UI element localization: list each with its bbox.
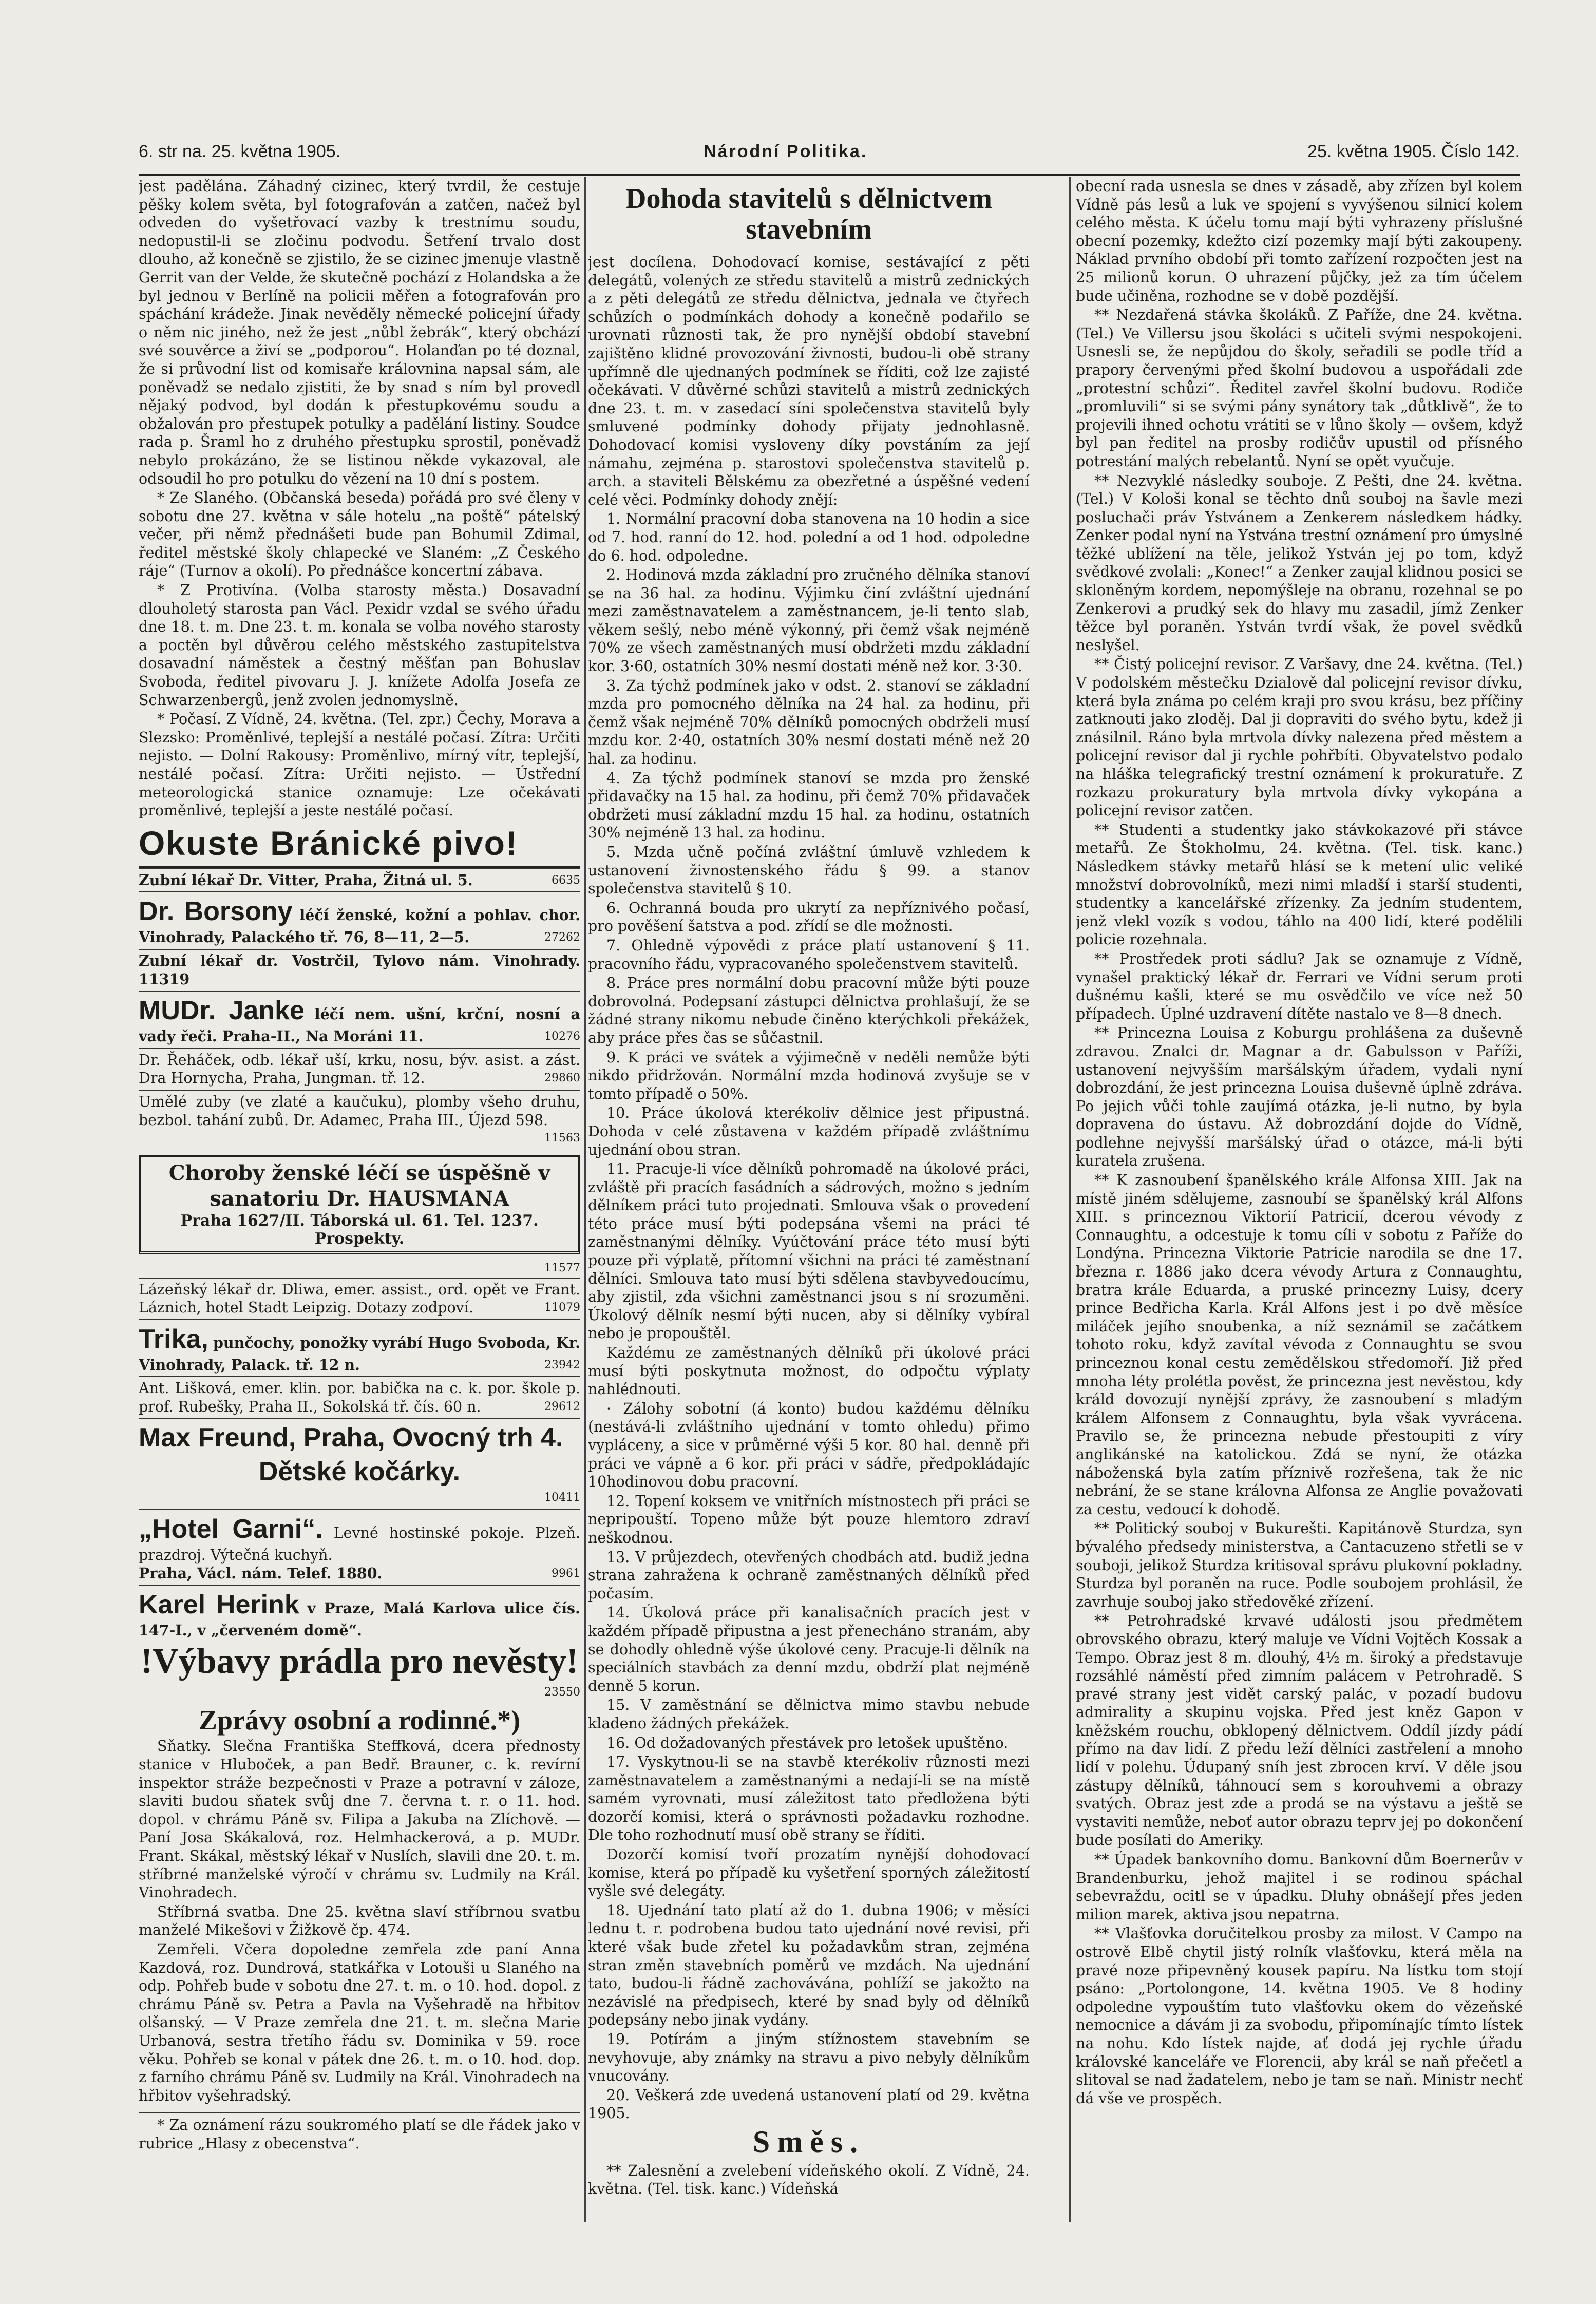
- ad-name: Trika,: [139, 1324, 208, 1354]
- news-item: ** Vlašťovka doručitelkou prosby za milost. V Campo na ostrově Elbě chytil jistý rolník vlašťovku, která měla na pravé noze připevněný kousek papíru. Na lístku tom stojí psáno: „Portolongone, 14. května 1905. Ve 8 hodiny odpoledne vypouštím tuto vlašťovku okem do vězeňské nemocnice a dávám ji za svobodu, připomínajíc tímto lístek na nohu. Kdo lístek najde, ať dodá jej rychle úřadu královské kanceláře ve Florencii, aby král se naň přečetl a slitoval se nad žadatelem, nebo je tam se naň. Ministr nechť dá vše ve prospěch.: [1076, 1925, 1523, 2107]
- ad-text: Dr. Řeháček, odb. lékař uší, krku, nosu, býv. asist. a zást. Dra Hornycha, Praha, Jungman. tř. 12.: [139, 1051, 580, 1087]
- ad-dr-rehacek: [139, 1048, 580, 1090]
- ad-number: 11577: [544, 1261, 580, 1274]
- personal-weddings: Sňatky. Slečna Františka Steffková, dcera přednosty stanice v Hluboček, a pan Bedř. Brauner, c. k. revírní inspektor stráže bezpečnosti v Praze a potravní v záloze, slaviti budou sňatek svůj dne 7. června t. r. o 11. hod. dopol. v chrámu Páně sv. Filipa a Jakuba na Zlíchově. — Paní Josa Skákalová, roz. Helmhackerová, a p. MUDr. Frant. Skákal, městský lékař v Nuslích, slavili dne 20. t. m. stříbrné manželské výročí v chrámu sv. Ludmily na Král. Vinohradech.: [139, 1738, 580, 1901]
- article-paragraph: 17. Vyskytnou-li se na stavbě kterékoliv různosti mezi zaměstnavatelem a zaměstnanými a nedají-li se na místě samém vyrovnati, musí záležitost tato předložena býti dozorčí komisi, která o správnosti požadavku rozhodne. Dle toho rozhodnutí musí obě strany se říditi.: [588, 1754, 1030, 1844]
- article-paragraph: 6. Ochranná bouda pro ukrytí za nepříznivého počasí, pro pověšení šatstva a pod. zřídí se dle možnosti.: [588, 899, 1030, 935]
- ad-dr-borsony: [139, 891, 580, 949]
- header-date-page: 6. str na. 25. května 1905.: [139, 142, 341, 161]
- article-paragraph: 3. Za týchž podmínek jako v odst. 2. stanoví se základní mzda pro pomocného dělníka na 24 hal. za hodinu, při čemž však nejméně 70% dělníků pomocných obdrželi musí mzdu kor. 2·40, ostatních 30% nesmí dostati méně než 20 hal. za hodinu.: [588, 677, 1030, 768]
- header-issue-number: 25. května 1905. Číslo 142.: [1307, 142, 1520, 161]
- column-rule-1: [584, 177, 586, 2222]
- ad-address: Praha, Václ. nám. Telef. 1880.: [139, 1564, 383, 1582]
- article-paragraph: 13. V průjezdech, otevřených chodbách atd. budiž jedna strana zahražena k ochraně zaměstnaných dělníků před počasím.: [588, 1548, 1030, 1602]
- article-paragraph: 12. Topení koksem ve vnitřních místnostech při práci se nepripouští. Topeno může být pouze hlemtoro zdraví neškodnou.: [588, 1492, 1030, 1546]
- article-paragraph: 16. Od dožadovaných přestávek pro letošek upuštěno.: [606, 1734, 1009, 1751]
- ad-mudr-janke: [139, 991, 580, 1048]
- ad-text: léčí nem. ušní, krční, nosní a vady řeči. Praha-II., Na Moráni 11.: [139, 1005, 580, 1045]
- article-paragraph: 4. Za týchž podmínek stanoví se mzda pro ženské přidavačky na 15 hal. za hodinu, při čemž 70% přidavaček obdržeti musí základní mzdu 15 hal. za hodinu, ostatních 30% nejméně 13 hal. za hodinu.: [588, 769, 1030, 842]
- article-paragraph: 20. Veškerá zde uvedená ustanovení platí od 29. května 1905.: [588, 2086, 1030, 2122]
- article-cestovatel: jest padělána. Záhadný cizinec, který tvrdil, že cestuje pěšky kolem světa, byl fotografován a zatčen, načež byl odveden do vyšetřovací vazby k trestnímu soudu, nedopustil-li se zločinu podvodu. Šetření trvalo dost dlouho, až konečně se zjistilo, že se cizinec jmenuje vlastně Gerrit van der Velde, že skutečně pochází z Holandska a že byl jednou v Berlíně na policii měřen a fotografován pro spáchání krádeže. Jinak nevěděly německé policejní úřady o něm nic jiného, než že jest „nůbl žebrák“, který obchází své souvěrce a živí se „podporou“. Holanďan po té doznal, že si průvodní list od komisaře královnina napsal sám, ale poněvadž se nedalo zjistiti, že by snad s ním byl provedl nějaký podvod, byl dodán k přestupkovému soudu a obžalován pro přestupek potulky a padělání listiny. Soudce rada p. Šraml ho z druhého přestupku sprostil, poněvadž nebylo prokázáno, že se listinou někde vykazoval, ale odsoudil ho pro potulku do vězení na 10 dní s postem.: [139, 178, 580, 487]
- ad-text: léčí ženské, kožní a pohlav. chor. Vinohrady, Palackého tř. 76, 8—11, 2—5.: [139, 906, 580, 946]
- article-paragraph: 8. Práce pres normální dobu pracovní může býti pouze dobrovolná. Podepsaní zástupci dělnictva prohlašují, že se žádné strany nikomu nebude činěno kterýchkoli překážek, aby práce přes čas se sůčastnil.: [588, 975, 1030, 1046]
- ad-text: v Praze, Malá Karlova ulice čís. 147-I., v „červeném domě“.: [139, 1600, 580, 1640]
- section-title-smes: Směs.: [752, 2124, 865, 2159]
- running-header: [139, 138, 1520, 176]
- article-paragraph: 18. Ujednání tato platí až do 1. dubna 1906; v měsíci lednu t. r. podrobena budou tato ujednání nové revisi, při které však bude zřetel ku požadavkům stran, zejména stran změn stavebních poměrů ve mzdách. Na ujednání tato, budou-li řádně zachovávána, pohlíží se jakožto na nezávislé na předpisech, které by snad byly od dělníků podepsány nebo jinak vydány.: [588, 1901, 1030, 2029]
- ad-dentist-vostrcil: Zubní lékař dr. Vostrčil, Tylovo nám. Vinohrady. 11319: [139, 949, 580, 991]
- article-paragraph: 10. Práce úkolová kterékoliv dělnice jest připustná. Dohoda v celé zůstavena v každém případě zvláštnímu ujednání obou stran.: [588, 1105, 1030, 1158]
- ad-text: Ant. Lišková, emer. klin. por. babička na c. k. por. škole p. prof. Rubešky, Praha II., Sokolská tř. čís. 60 n.: [139, 1380, 580, 1415]
- personal-deaths: Zemřeli. Včera dopoledne zemřela zde paní Anna Kazdová, roz. Dundrová, statkářka v Lotouši u Slaného na odp. Pohřeb bude v sobotu dne 27. t. m. o 10. hod. dopol. z chrámu Páně sv. Petra a Pavla na Vyšehradě na hřbitov olšanský. — V Praze zemřela dne 21. t. m. slečna Marie Urbanová, sestra třetího řádu sv. Dominika v 59. roce věku. Pohřeb se konal v pátek dne 26. t. m. o 10. hod. dop. z farního chrámu Páně sv. Ludmily na Král. Vinohradech na hřbitov vyšehradský.: [139, 1940, 580, 2104]
- ad-trika: [139, 1319, 580, 1377]
- news-item: obecní rada usnesla se dnes v zásadě, aby zřízen byl kolem Vídně pás lesů a luk ve spojení s vyvýšenou silnicí kolem celého města. K účelu tomu mají býti vyhrazeny příslušné obecní pozemky, kdežto cizí pozemky mají býti zakoupeny. Náklad prvního období při tomto zařízení rozpočten jest na 25 milionů korun. O uhrazení půjčky, jež za tím účelem bude učiněna, rozhodne se v době pozdější.: [1076, 178, 1523, 304]
- article-paragraph: Každému ze zaměstnaných dělníků při úkolové práci musí býti poskytnuta možnost, do odpočtu výplaty nahlédnouti.: [588, 1344, 1030, 1398]
- ad-spa-doctor: [139, 1278, 580, 1319]
- ad-number: 11563: [544, 1132, 580, 1145]
- ad-name: Max Freund, Praha, Ovocný trh 4.: [139, 1423, 563, 1453]
- column-rule-2: [1069, 177, 1071, 2222]
- news-item: ** K zasnoubení španělského krále Alfonsa XIII. Jak na místě jiném sdělujeme, zasnoubí se španělský král Alfons XIII. s princeznou Viktorií Patricií, dcerou vévody z Connaughtu, a odcestuje k tomu cíli v sobotu z Paříže do Londýna. Princezna Viktorie Patricie narodila se dne 17. března r. 1886 jako dcera vévody Artura z Connaughtu, bratra krále Eduarda, a pruské princezny Luisy, dcery prince Bedřicha Karla. Král Alfons jest i po dvě měsíce miláček jejího snoubenka, a níž seznámil se začátkem tohoto roku, když zavítal vévoda z Connaughtu se svou princeznou konal cestu zemědělskou středomoří. Již před mnoha léty prolétla pověst, že princezna jest nevěstou, kdy králd dovozují nynější zprávy, že zasnoubení s mladým králem Alfonsem z Connaughtu, byla však vyvrácena. Pravilo se, že princezna nebude přestoupiti z víry anglikánské na katolickou. Zdá se nyní, že otázka náboženská byla zatím příznivě rozřešena, tak že nic nebrání, že se stane královna Alfonsa ze Anglie považovati za cestu, vedoucí k dohodě.: [1076, 1172, 1523, 1518]
- ad-name: Dr. Borsony: [139, 897, 293, 927]
- article-paragraph: jest docílena. Dohodovací komise, sestávající z pěti delegátů, volených ze středu stavitelů a mistrů zednických a z pěti delegátů ze středu dělnictva, jednala ve čtyřech schůzích o podmínkách dohody a konečně podařilo se urovnati různosti tak, že pro nynější období stavební zajištěno klidné provozování živnosti, budou-li obě strany upřímně dle ujednaných podmínek se říditi, což lze zajisté očekávati. V důvěrné schůzi stavitelů a mistrů zednických dne 23. t. m. v zasedací síni společenstva stavitelů byly smluvené podmínky dohody přijaty jednohlasně. Dohodovací komisi vysloveny díky povstáním za její námahu, zejména p. starostovi společenstva stavitelů p. arch. a staviteli Bělskému za obezřetné a úspěšné vedení celé věci. Podmínky dohody znějí:: [588, 254, 1030, 508]
- ad-text: Levné hostinské pokoje. Plzeň. prazdroj. Výtečná kuchyň.: [139, 1525, 580, 1564]
- column-3: [1076, 177, 1523, 2222]
- section-title-personal: Zprávy osobní a rodinné.*): [198, 1705, 521, 1736]
- news-item: ** Studenti a studentky jako stávkokazové při stávce metařů. Ze Štokholmu, 24. května. (Tel. tisk. kanc.) Následkem stávky metařů hlásí se k metení ulic veliké množství dobrovolníků, mezi nimi mladší i starší studenti, studentky a kancelářské zřízenky. Za jedním studentem, jenž vlekl vozík s vodou, táhlo na 400 lidí, které podělili policie rozehnala.: [1076, 821, 1523, 948]
- ad-number: 10276: [544, 1030, 580, 1043]
- article-headline: Dohoda stavitelů s dělnictvem stavebním: [625, 183, 992, 245]
- news-item: ** Prostředek proti sádlu? Jak se oznamuje z Vídně, vynašel praktický lékař dr. Ferrari ve Vídni serum proti dušnému kašli, které se mu osvědčilo ve více než 50 případech. Úplné uzdravení dítěte nastalo ve 8—8 dnech.: [1076, 950, 1523, 1022]
- ad-number: 29860: [544, 1072, 580, 1085]
- ad-number: 11079: [544, 1301, 580, 1315]
- ad-karel-herink: [139, 1585, 580, 1703]
- news-item: ** Úpadek bankovního domu. Bankovní dům Boernerův v Brandenburku, jehož majitel i se rodinou spáchal sebevraždu, ocitl se v úpadku. Dluhy obnášejí přes jeden milion marek, aktiva jsou nepatrna.: [1076, 1851, 1523, 1923]
- ad-name: „Hotel Garni“.: [139, 1514, 323, 1545]
- ad-text: punčochy, ponožky vyrábí Hugo Svoboda, Kr. Vinohrady, Palack. tř. 12 n.: [139, 1334, 580, 1374]
- news-item: ** Čistý policejní revisor. Z Varšavy, dne 24. května. (Tel.) V podolském městečku Dzialově dal policejní revisor dívku, která byla známa po celém kraji pro svou krásu, bez příčiny zatknouti jako zloděj. Dal ji dopraviti do svého bytu, kdež ji znásilnil. Ráno byla mrtvola dívky nalezena před městem a policejní revisor dal ji rychle pohřbíti. Obyvatelstvo podalo na hláška telegrafický trestní oznámení k prokuratuře. Z rozkazu prokuratury byla mrtvola dívky vykopána a policejní revisor zatčen.: [1076, 656, 1523, 820]
- column-2: [588, 177, 1030, 2222]
- news-item: ** Petrohradské krvavé události jsou předmětem obrovského obrazu, který maluje ve Vídni Vojtěch Kossak a Tempo. Obraz jest 8 m. dlouhý, 4½ m. široký a představuje rozsáhlé náměstí před zimním palácem v Petrohradě. S pravé strany jest vidět carský palác, v pozadí budovu admirality a skupinu vojska. Před jest kněz Gapon v kněžském rouchu, obklopený dělnictvem. Oddíl jízdy pádí přímo na dav lidí. Z předu leží dělníci zastřelení a mnoho lidí v polehu. Údupaný sníh jest zbrocen krví. V děle jsou zástupy dělníků, táhnoucí sem s korouhvemi a obrazy svatých. Obraz jest zde a prodá se na výstavu a ještě se vystaviti nemůže, neboť autor obrazu teprv jej po dokončení bude posílati do Ameriky.: [1076, 1612, 1523, 1849]
- ad-number: 6635: [552, 873, 580, 887]
- ad-number: 23942: [544, 1358, 580, 1372]
- article-paragraph: 2. Hodinová mzda základní pro zručného dělníka stanoví se na 36 hal. za hodinu. Výjimku činí zvláštní ujednání mezi zaměstnavatelem a zaměstnancem, je-li tento slab, věkem sešlý, nebo méně výkonný, při čemž však nejméně 70% ze všech zaměstnaných musí obdržeti mzdu základní kor. 3·60, ostatních 30% nesmí dostati méně než kor. 3·30.: [588, 566, 1030, 675]
- ad-number: 27262: [544, 931, 580, 944]
- ad-address: Praha 1627/II. Táborská ul. 61. Tel. 1237. Prospekty.: [180, 1211, 539, 1248]
- ad-max-freund: [139, 1418, 580, 1509]
- footnote: * Za oznámení rázu soukromého platí se dle řádek jako v rubrice „Hlasy z obecenstva“.: [139, 2112, 580, 2153]
- article-paragraph: Dozorčí komisí tvoří prozatím nynější dohodovací komise, která po případě ku vyšetření sporných záležitostí vyšle své delegáty.: [588, 1846, 1030, 1900]
- ad-dentist-vitter: [139, 868, 580, 892]
- ad-name: MUDr. Janke: [139, 996, 305, 1026]
- article-paragraph: 11. Pracuje-li více dělníků pohromadě na úkolové práci, zvláště při pracích fasádních a sádrových, možno s jedním dělníkem práci tuto projednati. Smlouva však o provedení této práce musí býti podepsána všemi na práci té zaměstnanými dělníky. Vyúčtování práce této musí býti pouze při výplatě, přítomní všichni na práci té zaměstnaní dělníci. Smlouva tato musí býti sdělena stavbyvedoucímu, aby zjistil, zda všichni zaměstnanci jsou s ní srozuměni. Úkolový dělník nesmí býti nucen, aby si dělníky vybíral nebo je propouštěl.: [588, 1160, 1030, 1342]
- ad-number: 29612: [544, 1400, 580, 1413]
- ad-number: 23550: [544, 1685, 580, 1699]
- news-item: ** Nezvyklé následky souboje. Z Pešti, dne 24. května. (Tel.) V Kološi konal se těchto dnů souboj na šavle mezi posluchači práv Ystvánem a Zenkerem následkem hádky. Zenker podal nyní na Ystvána trestní oznámení pro úmyslné těžké ublížení na těle, jelikož Ystván jej po tom, když svědkové zvolali: „Konec!“ a Zenker zaujal klidnou posici se skloněným kordem, nepomýšleje na obranu, rozehnal se po Zenkerovi a prudký sek do hlavy mu zasadil, jímž Zenker těžce byl poraněn. Ystván tvrdí však, že povel svědků neslyšel.: [1076, 472, 1523, 654]
- article-paragraph: 15. V zaměstnání se dělnictva mimo stavbu nebude kladeno žádných překážek.: [588, 1697, 1030, 1732]
- ad-text: Lázeňský lékař dr. Dliwa, emer. assist., ord. opět ve Frant. Láznich, hotel Stadt Leipzig. Dotazy zodpoví.: [139, 1281, 580, 1317]
- article-paragraph: 19. Potírám a jiným stížnostem stavebním se nevyhovuje, aby známky na stravu a pivo nebyly dělníkům vnucovány.: [588, 2031, 1030, 2085]
- news-vienna-forest: ** Zalesnění a zvelebení vídeňského okolí. Z Vídně, 24. května. (Tel. tisk. kanc.) Vídeňská: [588, 2162, 1030, 2198]
- ad-number: 9961: [552, 1567, 580, 1580]
- ad-text: Umělé zuby (ve zlaté a kaučuku), plomby všeho druhu, bezbol. tahání zubů. Dr. Adamec, Praha III., Újezd 598.: [139, 1093, 580, 1129]
- ad-slogan: Dětské kočárky.: [258, 1457, 461, 1487]
- article-paragraph: 1. Normální pracovní doba stanovena na 10 hodin a sice od 7. hod. ranní do 12. hod. polední a od 1 hod. odpoledne do 6. hod. odpoledne.: [588, 510, 1030, 564]
- ad-name: Karel Herink: [139, 1590, 299, 1620]
- ad-text: Zubní lékař Dr. Vitter, Praha, Žitná ul. 5.: [139, 871, 473, 889]
- ad-dentures: [139, 1090, 580, 1150]
- article-paragraph: · Zálohy sobotní (á konto) budou každému dělníku (nestává-li zvláštního ujednání v tomto ohledu) přimo vypláceny, a sice v průměrné výši 5 kor. 80 hal. denně při práci ve vápně a 6 kor. při práci v sádře, předpokládajíc 10hodinovou dobu pracovní.: [588, 1400, 1030, 1491]
- article-paragraph: 9. K práci ve svátek a výjimečně v neděli nemůže býti nikdo přidržován. Normální mzda hodinová zvyšuje se v tomto případě o 50%.: [588, 1049, 1030, 1102]
- ad-midwife-liskova: [139, 1376, 580, 1418]
- ad-branik-beer: Okuste Bránické pivo!: [139, 821, 580, 868]
- news-item: ** Nezdařená stávka školáků. Z Paříže, dne 24. května. (Tel.) Ve Villersu jsou školáci s učiteli svými nespokojeni. Usnesli se, že nepůjdou do školy, seřadili se podle tříd a prapory červenými před školní budovou a uspořádali zde „protestní schůzi“. Ředitel zavřel školní budovu. Rodiče „promluvili“ si se svými pány synátory tak „důtklivě“, že to projevili ihned ochotu vrátiti se v lůno školy — ovšem, když byl pan ředitel na prosby rodičův upustil od přísného potrestání malých rebelantů. Nyní se opět vyučuje.: [1076, 307, 1523, 470]
- news-item: ** Princezna Louisa z Koburgu prohlášena za duševně zdravou. Znalci dr. Magnar a dr. Gabulsson v Paříži, ustanovení nejvyšším maršálským úřadem, vydali nyní dobrozdání, že jest princezna Louisa duševně úplně zdráva. Po jejich vůči tohle zaujímá otázka, je-li nutno, by byla dopravena do ústavu. Až dobrozdání dojde do Vídně, podlehne nejvyšší maršálský úřad o otázce, má-li býti kuratela zrušena.: [1076, 1024, 1523, 1170]
- ad-title: Choroby ženské léčí se úspěšně v sanatoriu Dr. HAUSMANA: [168, 1160, 550, 1211]
- masthead-title: Národní Politika.: [704, 142, 868, 161]
- news-weather: * Počasí. Z Vídně, 24. května. (Tel. zpr.) Čechy, Morava a Slezsko: Proměnlivé, teplejší a nestálé počasí. Zítra: Určiti nejisto. — Dolní Rakousy: Proměnlivo, mírný vítr, teplejší, nestálé počasí. Zítra: Určiti nejisto. — Ústřední meteorologická stanice oznamuje: Lze očekávati proměnlivé, teplejší a jeste nestálé počasí.: [139, 711, 580, 820]
- article-paragraph: 5. Mzda učně počíná zvláštní úmluvě vzhledem k ustanovení živnostenského řádu § 99. a stanov společenstva stavitelů § 10.: [588, 844, 1030, 898]
- news-protivin: * Z Protivína. (Volba starosty města.) Dosavadní dlouholetý starosta pan Václ. Pexidr vzdal se svého úřadu dne 18. t. m. Dne 23. t. m. konala se volba nového starosty a poctěn byl důvěrou celého městského zastupitelstva dosavadní náměstek a čestný měšťan pan Bohuslav Svoboda, ředitel pivovaru J. J. knížete Adolfa Josefa ze Schwarzenbergů, jenž zvolen jednomyslně.: [139, 582, 580, 709]
- ad-slogan: !Výbavy prádla pro nevěsty!: [140, 1641, 579, 1681]
- article-paragraph: 14. Úkolová práce při kanalisačních pracích jest v každém případě připustna a jest přenecháno stranám, aby se dohodly ohledně výše úkolové ceny. Pracuje-li dělník na speciálních stavbách za denní mzdu, obdrží plat nejméně denně 5 korun.: [588, 1604, 1030, 1694]
- column-1: [139, 177, 580, 2222]
- personal-silver-wedding: Stříbrná svatba. Dne 25. května slaví stříbrnou svatbu manželé Mikešovi v Žižkově čp. 474.: [139, 1903, 580, 1939]
- article-paragraph: 7. Ohledně výpovědi z práce platí ustanovení § 11. pracovního řádu, vypracovaného společenstvem stavitelů.: [588, 937, 1030, 973]
- ad-hotel-garni: [139, 1509, 580, 1585]
- ad-sanatorium-hausman: [139, 1155, 580, 1254]
- news-slany: * Ze Slaného. (Občanská beseda) pořádá pro své členy v sobotu dne 27. května v sále hotelu „na poště“ pátelský večer, při němž přednášeti bude pan Bohumil Zdimal, ředitel městské školy chlapecké ve Slaném: „Z Českého ráje“ (Turnov a okolí). Po přednášce koncertní zábava.: [139, 489, 580, 580]
- ad-number: 10411: [544, 1491, 580, 1505]
- news-item: ** Politický souboj v Bukurešti. Kapitánově Sturdza, syn bývalého předsedy ministerstva, a Cantacuzeno střetli se v souboji, jelikož Sturdza kritisoval správu plukovní pokladny. Sturdza byl poraněn na ruce. Podle soubojem prohlásil, že zavrhuje souboj jako středověké zřízení.: [1076, 1520, 1523, 1610]
